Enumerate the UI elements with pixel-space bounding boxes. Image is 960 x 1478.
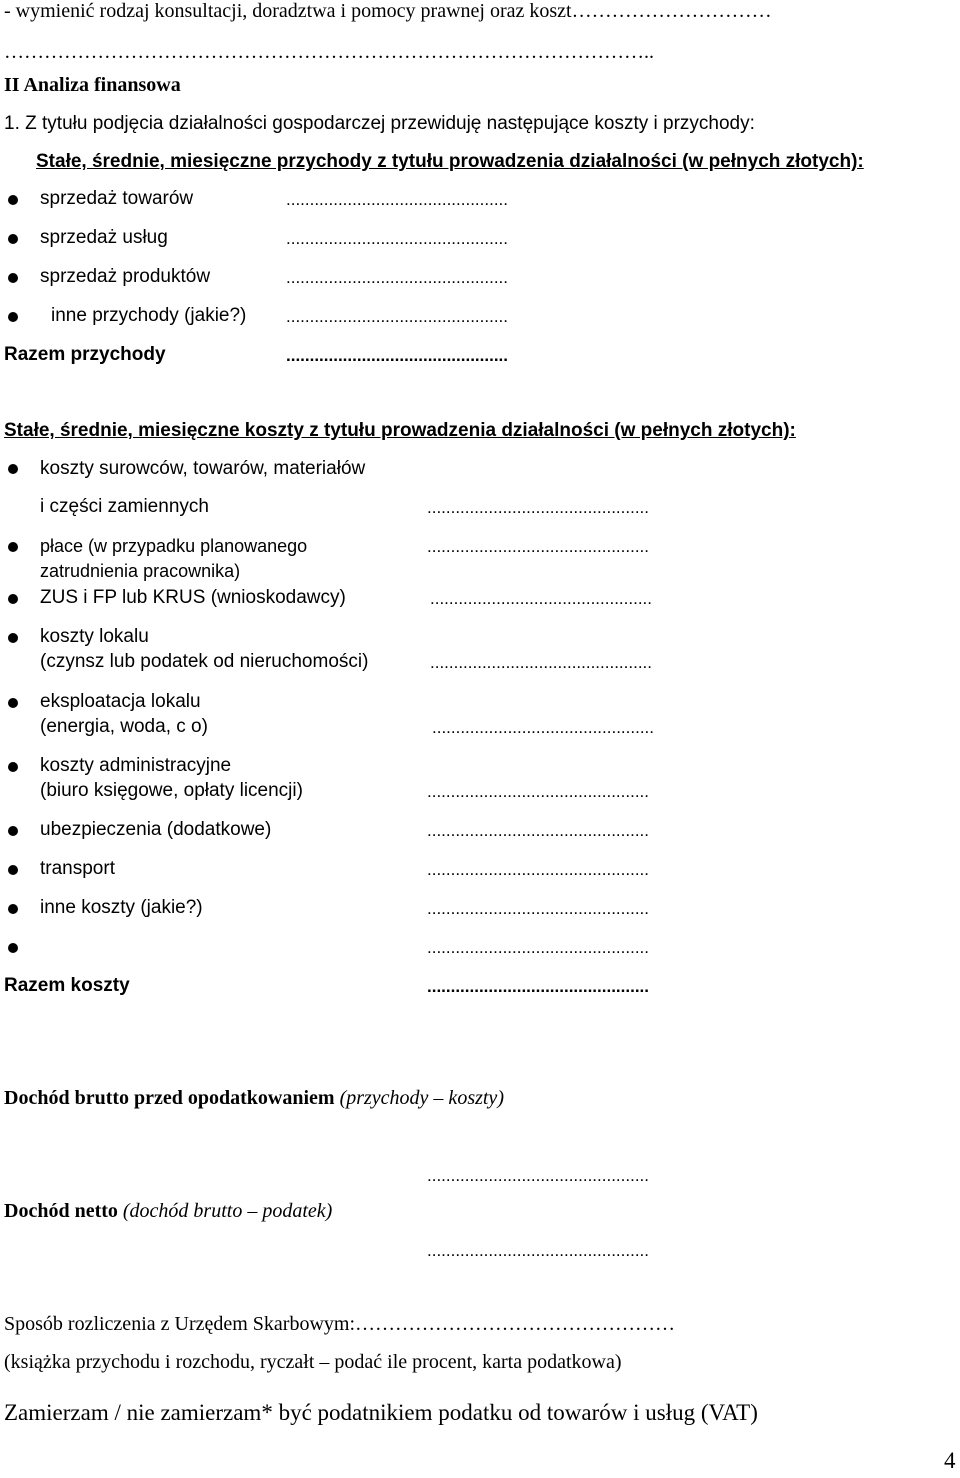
tax-settlement-line: Sposób rozliczenia z Urzędem Skarbowym:………………………………………… [4, 1313, 676, 1335]
gross-income-dots: ............................................... [427, 1166, 649, 1185]
bullet-icon [8, 698, 18, 708]
cost-item-label: transport [40, 858, 115, 879]
cost-item-dots: ............................................... [427, 782, 649, 801]
income-item-dots: ............................................... [286, 307, 508, 326]
income-item-dots: ............................................... [286, 229, 508, 248]
cost-item-dots: ............................................... [432, 718, 654, 737]
net-income-dots: ............................................... [427, 1241, 649, 1260]
cost-item-label: koszty surowców, towarów, materiałów [40, 458, 366, 479]
cost-item-label: ZUS i FP lub KRUS (wnioskodawcy) [40, 587, 346, 608]
income-item-label: sprzedaż produktów [40, 266, 211, 287]
cost-item-dots: ............................................... [427, 938, 649, 957]
bullet-icon [8, 542, 18, 552]
cost-item-label: eksploatacja lokalu [40, 691, 201, 712]
income-total-label: Razem przychody [4, 344, 166, 365]
cost-item-label-2: zatrudnienia pracownika) [40, 561, 241, 581]
cost-item-dots: ............................................... [427, 498, 649, 517]
cost-item-dots: ............................................... [427, 899, 649, 918]
net-income-formula: (dochód brutto – podatek) [122, 1200, 333, 1222]
cost-item-label: koszty administracyjne [40, 755, 232, 776]
income-total-dots: ............................................... [286, 346, 508, 365]
cost-item-dots: ............................................... [430, 653, 652, 672]
bullet-icon [8, 826, 18, 836]
point-1-text: 1. Z tytułu podjęcia działalności gospodarczej przewiduję następujące koszty i przychody: [4, 113, 755, 134]
bullet-icon [8, 762, 18, 772]
bullet-icon [8, 943, 18, 953]
income-item-dots: ............................................... [286, 268, 508, 287]
vat-declaration: Zamierzam / nie zamierzam* być podatnikiem podatku od towarów i usług (VAT) [4, 1400, 758, 1425]
consulting-cost-continuation: …………………………………………………………………………………….. [4, 41, 654, 63]
income-item-label: sprzedaż usług [40, 227, 168, 248]
cost-item-label-2: i części zamiennych [40, 496, 209, 517]
bullet-icon [8, 464, 18, 474]
cost-item-label-2: (energia, woda, c o) [40, 716, 208, 737]
costs-total-label: Razem koszty [4, 975, 130, 996]
bullet-icon [8, 904, 18, 914]
cost-item-dots: ............................................... [427, 537, 649, 556]
cost-item-label-2: (biuro księgowe, opłaty licencji) [40, 780, 303, 801]
cost-item-label: ubezpieczenia (dodatkowe) [40, 819, 272, 840]
bullet-icon [8, 273, 18, 283]
section-title: II Analiza finansowa [4, 74, 181, 96]
cost-item-dots: ............................................... [427, 860, 649, 879]
gross-income-line [4, 1086, 504, 1110]
consulting-cost-line: - wymienić rodzaj konsultacji, doradztwa i pomocy prawnej oraz koszt………………………… [4, 0, 772, 22]
costs-total-dots: ............................................... [427, 977, 649, 996]
income-heading: Stałe, średnie, miesięczne przychody z tytułu prowadzenia działalności (w pełnych złotych): [36, 151, 864, 172]
cost-item-label: koszty lokalu [40, 626, 149, 647]
income-item-label: sprzedaż towarów [40, 188, 194, 209]
net-income-line [4, 1199, 332, 1223]
cost-item-label: płace (w przypadku planowanego [40, 536, 308, 556]
bullet-icon [8, 195, 18, 205]
bullet-icon [8, 594, 18, 604]
income-item-label: inne przychody (jakie?) [51, 305, 247, 326]
costs-heading: Stałe, średnie, miesięczne koszty z tytułu prowadzenia działalności (w pełnych złotych): [4, 420, 796, 441]
cost-item-label: inne koszty (jakie?) [40, 897, 203, 918]
bullet-icon [8, 633, 18, 643]
cost-item-dots: ............................................... [427, 821, 649, 840]
cost-item-label-2: (czynsz lub podatek od nieruchomości) [40, 651, 369, 672]
bullet-icon [8, 312, 18, 322]
gross-income-formula: (przychody – koszty) [339, 1087, 504, 1109]
cost-item-dots: ............................................... [430, 589, 652, 608]
gross-income-label: Dochód brutto przed opodatkowaniem [4, 1087, 335, 1109]
net-income-label: Dochód netto [4, 1200, 118, 1222]
bullet-icon [8, 865, 18, 875]
tax-settlement-options: (książka przychodu i rozchodu, ryczałt – podać ile procent, karta podatkowa) [4, 1351, 622, 1373]
bullet-icon [8, 234, 18, 244]
income-item-dots: ............................................... [286, 190, 508, 209]
page-number: 4 [944, 1448, 956, 1473]
